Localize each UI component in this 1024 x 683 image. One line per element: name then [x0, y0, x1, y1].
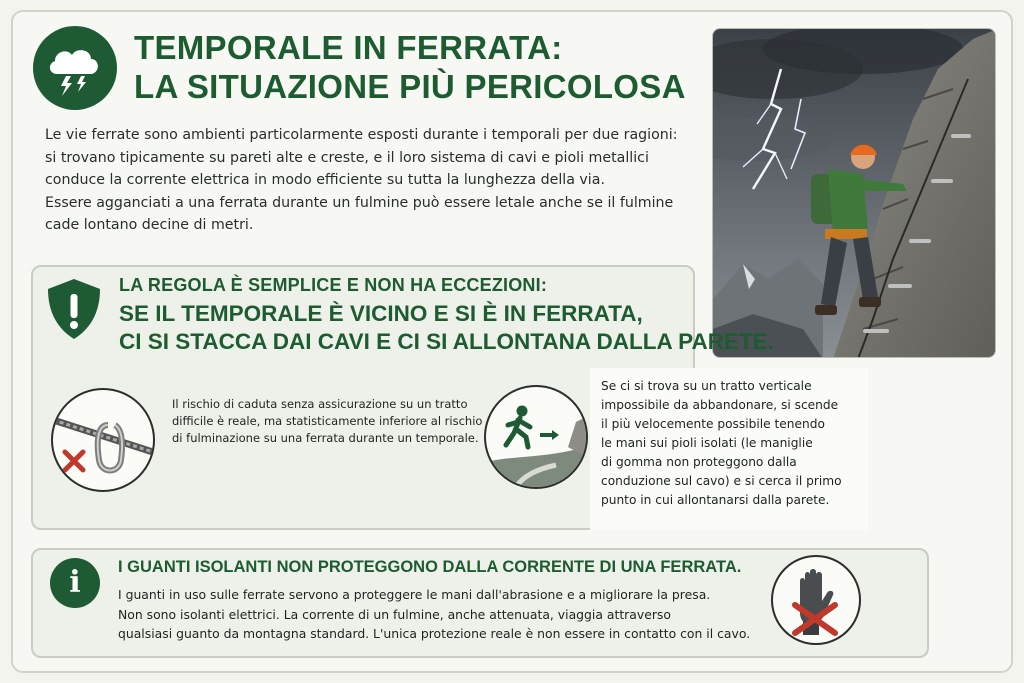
- descend-line: le mani sui pioli isolati (le maniglie: [601, 436, 813, 450]
- title-line-1: TEMPORALE IN FERRATA:: [134, 29, 563, 66]
- rule-line-1: SE IL TEMPORALE È VICINO E SI È IN FERRATA,: [119, 301, 643, 326]
- info-icon: i: [50, 558, 100, 608]
- info-title: I GUANTI ISOLANTI NON PROTEGGONO DALLA CORRENTE DI UNA FERRATA.: [118, 558, 742, 576]
- info-line: I guanti in uso sulle ferrate servono a proteggere le mani dall'abrasione e a migliorare la presa.: [118, 587, 711, 602]
- descend-note: [601, 377, 863, 510]
- risk-note: [172, 396, 483, 447]
- risk-line: Il rischio di caduta senza assicurazione su un tratto: [172, 397, 468, 411]
- intro-line: conduce la corrente elettrica in modo efficiente su tutta la lunghezza della via.: [45, 172, 605, 188]
- risk-line: difficile è reale, ma statisticamente inferiore al rischio: [172, 414, 483, 428]
- rule-heading: LA REGOLA È SEMPLICE E NON HA ECCEZIONI:: [119, 275, 548, 295]
- risk-line: di fulminazione su una ferrata durante un temporale.: [172, 431, 479, 445]
- page-title: [134, 28, 694, 106]
- info-paragraph: [118, 585, 758, 644]
- rule-statement: [119, 300, 774, 356]
- storm-cloud-lightning-icon: [33, 26, 117, 110]
- descend-line: il più velocemente possibile tenendo: [601, 417, 825, 431]
- descend-line: Se ci si trova su un tratto verticale: [601, 379, 812, 393]
- info-line: qualsiasi guanto da montagna standard. L'unica protezione reale è non essere in contatto con il cavo.: [118, 626, 751, 641]
- shield-warning-icon: [46, 277, 102, 341]
- intro-line: cade lontano decine di metri.: [45, 217, 254, 233]
- carabiner-unclip-icon: [51, 388, 155, 492]
- descend-line: impossibile da abbandonare, si scende: [601, 398, 839, 412]
- intro-line: si trovano tipicamente su pareti alte e creste, e il loro sistema di cavi e pioli metallici: [45, 149, 649, 166]
- walk-away-from-wall-icon: [484, 385, 588, 489]
- intro-line: Essere agganciati a una ferrata durante un fulmine può essere letale anche se il fulmine: [45, 194, 674, 211]
- glove-crossed-icon: [771, 555, 861, 645]
- rule-line-2: CI SI STACCA DAI CAVI E CI SI ALLONTANA DALLA PARETE.: [119, 329, 774, 354]
- info-line: Non sono isolanti elettrici. La corrente di un fulmine, anche attenuata, viaggia attraverso: [118, 606, 671, 622]
- intro-paragraph: [45, 124, 695, 237]
- descend-line: conduzione sul cavo) e si cerca il primo: [601, 474, 842, 488]
- intro-line: Le vie ferrate sono ambienti particolarmente esposti durante i temporali per due ragioni:: [45, 127, 678, 143]
- descend-line: di gomma non proteggono dalla: [601, 455, 797, 469]
- descend-line: punto in cui allontanarsi dalla parete.: [601, 493, 830, 507]
- title-line-2: LA SITUAZIONE PIÙ PERICOLOSA: [134, 68, 686, 105]
